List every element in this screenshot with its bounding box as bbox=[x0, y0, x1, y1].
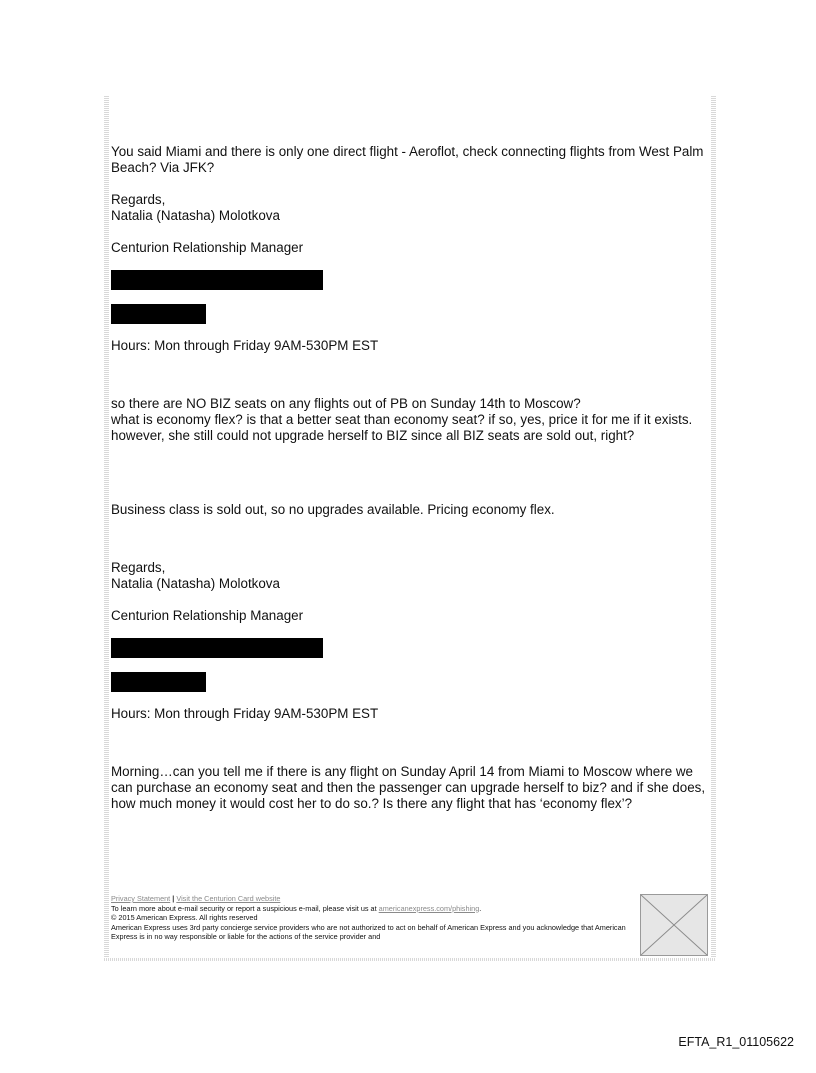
reply-paragraph-3: Business class is sold out, so no upgrades available. Pricing economy flex. bbox=[111, 502, 555, 517]
redaction-block bbox=[111, 304, 206, 324]
email-frame bbox=[104, 96, 716, 961]
signature-regards: Regards, bbox=[111, 192, 166, 207]
signature-hours: Hours: Mon through Friday 9AM-530PM EST bbox=[111, 706, 379, 721]
reply-paragraph-1: You said Miami and there is only one direct flight - Aeroflot, check connecting flights from West Palm Beach? Via JFK? bbox=[111, 144, 704, 175]
redaction-block bbox=[111, 270, 323, 290]
frame-bottom-border bbox=[104, 958, 716, 961]
document-id: EFTA_R1_01105622 bbox=[678, 1035, 794, 1049]
phishing-link[interactable]: americanexpress.com/phishing bbox=[378, 903, 480, 913]
message-paragraph-2-line-1: so there are NO BIZ seats on any flights out of PB on Sunday 14th to Moscow? bbox=[111, 396, 581, 411]
email-body bbox=[111, 144, 711, 812]
signature-title: Centurion Relationship Manager bbox=[111, 240, 304, 255]
signature-title: Centurion Relationship Manager bbox=[111, 608, 304, 623]
redaction-block bbox=[111, 638, 323, 658]
footer-separator: | bbox=[172, 894, 175, 903]
disclaimer-text: American Express uses 3rd party concierge service providers who are not authorized to act on behalf of American Express and you acknowledge that American Express is in no way responsible or liable for the actions of the service provider and bbox=[111, 922, 626, 942]
email-footer bbox=[111, 894, 641, 942]
message-paragraph-2-line-2: what is economy flex? is that a better seat than economy seat? if so, yes, price it for me if it exists. however, she still could not upgrade herself to BIZ since all BIZ seats are sold out, right? bbox=[111, 412, 693, 443]
redaction-block bbox=[111, 672, 206, 692]
security-notice: To learn more about e-mail security or report a suspicious e-mail, please visit us at bbox=[111, 903, 377, 913]
frame-left-border bbox=[104, 96, 109, 961]
frame-right-border bbox=[711, 96, 716, 961]
security-notice-period: . bbox=[479, 903, 482, 913]
message-paragraph-4: Morning…can you tell me if there is any flight on Sunday April 14 from Miami to Moscow where we can purchase an economy seat and then the passenger can upgrade herself to biz? and if she does, how much money it would cost her to do so.? Is there any flight that has ‘economy flex’? bbox=[111, 764, 706, 811]
centurion-website-link[interactable]: Visit the Centurion Card website bbox=[176, 894, 281, 903]
signature-hours: Hours: Mon through Friday 9AM-530PM EST bbox=[111, 338, 379, 353]
signature-regards: Regards, bbox=[111, 560, 166, 575]
broken-image-placeholder-icon bbox=[640, 894, 708, 956]
signature-name: Natalia (Natasha) Molotkova bbox=[111, 208, 280, 223]
privacy-statement-link[interactable]: Privacy Statement bbox=[111, 894, 171, 903]
signature-name: Natalia (Natasha) Molotkova bbox=[111, 576, 280, 591]
copyright-text: © 2015 American Express. All rights reserved bbox=[111, 913, 258, 923]
